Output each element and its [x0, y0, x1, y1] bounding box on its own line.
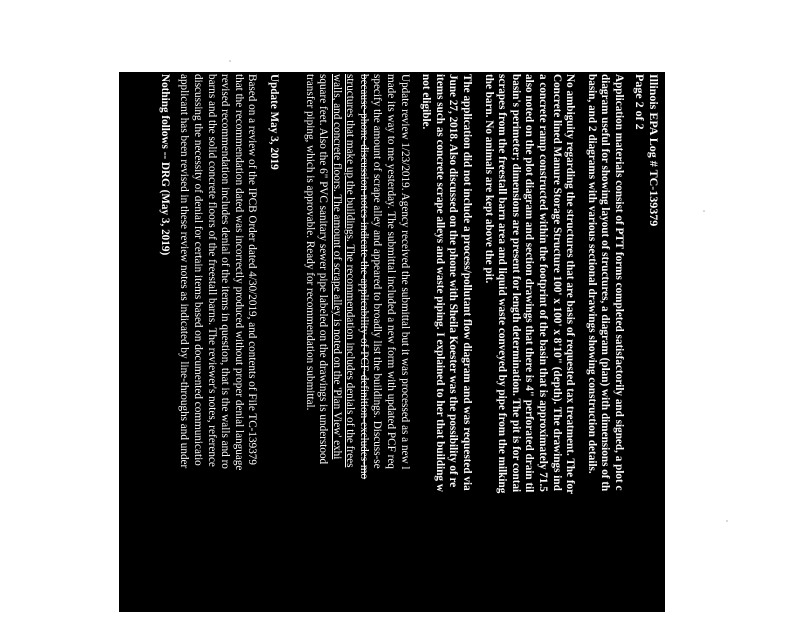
text-line: also noted on the plot diagram and section drawings that there is 4" perforated drain til: [523, 74, 536, 493]
scan-speck: [229, 60, 231, 62]
page-number: Page 2 of 2: [633, 74, 647, 130]
text-line: applicant has been revised in these review notes as indicated by line-throughs and under: [178, 74, 191, 469]
text-line: No ambiguity regarding the structures that are basis of requested tax treatment. The for: [564, 74, 577, 495]
log-number: Illinois EPA Log # TC-139379: [647, 74, 661, 227]
text-line: revised recommendation includes denial of the items in question, that is the walls and ro: [219, 74, 232, 469]
struck-through-line: because-phone-discussion-notes-indicate-the-applicability-of-PCF-definition-excludes-mo: [357, 74, 370, 480]
text-line: discussing the necessity of denial for certain items based on documented communicatio: [191, 74, 204, 466]
text-line: June 27, 2018. Also discussed on the phone with Sheila Koester was the possibility of re: [447, 74, 460, 488]
text-line: a concrete ramp constructed within the footprint of the basin that is approximately 71.5: [537, 74, 550, 492]
scan-speck: [703, 210, 705, 212]
text-line: diagram useful for showing layout of structures, a diagram (plan) with dimensions of th: [599, 74, 612, 492]
paragraph-flow-diagram: [419, 74, 473, 612]
scanned-page: [119, 72, 665, 612]
text-line: basin's perimeter; dimensions are present for length determination. The pit is for contai: [509, 74, 522, 493]
spacer: [280, 74, 302, 612]
text-line: square feet. Also the 6" PVC sanitary sewer pipe labeled on the drawings is understood: [317, 74, 330, 465]
underlined-line: structures that make up the buildings. The recommendation includes denials of the frees: [344, 74, 357, 468]
paragraph-update-review: [302, 74, 411, 612]
text-line: the barn. No animals are kept above the pit.: [482, 74, 495, 284]
text-line: specify the amount of scrape alley and appeared to broadly list the buildings. Discuss-se: [371, 74, 384, 469]
closing-note: Nothing follows -- DRG (May 3, 2019): [158, 74, 171, 256]
text-line: that the recommendation dated was incorrectly produced without proper denial language: [232, 74, 245, 471]
paragraph-update-may: [177, 74, 259, 612]
text-line: Update review 1/23/2019. Agency received the submittal but it was processed as a new l: [398, 74, 411, 470]
text-line: not eligible.: [420, 74, 433, 130]
update-heading: Update May 3, 2019: [267, 74, 280, 170]
text-line: transfer piping, which is approvable. Ready for recommendation submittal.: [303, 74, 316, 411]
paragraph-application-materials: [584, 74, 625, 612]
text-line: The application did not include a process/pollutant flow diagram and was requested via: [461, 74, 474, 491]
paragraph-structures: [481, 74, 576, 612]
text-line: Application materials consist of PTT forms completed satisfactorily and signed, a plot c: [613, 74, 625, 491]
text-line: Concrete lined Manure Storage Structure 100' x 100' x 8'10" (depth). The drawings ind: [550, 74, 563, 491]
scan-speck: [726, 520, 728, 522]
text-line: items such as concrete scrape alleys and waste piping. I explained to her that building w: [433, 74, 446, 492]
underlined-line: walls, and concrete floors. The amount of scrape alley is noted on the 'Plan View' exhi: [330, 74, 343, 460]
rotated-document: [119, 72, 665, 612]
text-line: basin, and 2 diagrams with various sectional drawings showing construction details.: [585, 74, 598, 474]
text-line: made its way to me yesterday. The submittal included a new form with updated PCF req: [385, 74, 398, 469]
text-line: Based on a review of the IPCB Order dated 4/30/2019, and contents of File TC-139379: [246, 74, 259, 465]
text-line: scrapes from the freestall barn area and liquid waste conveyed by pipe from the milking: [496, 74, 509, 494]
text-line: barns and the solid concrete floors of the freestall barns. The reviewer's notes, reference: [205, 74, 218, 467]
